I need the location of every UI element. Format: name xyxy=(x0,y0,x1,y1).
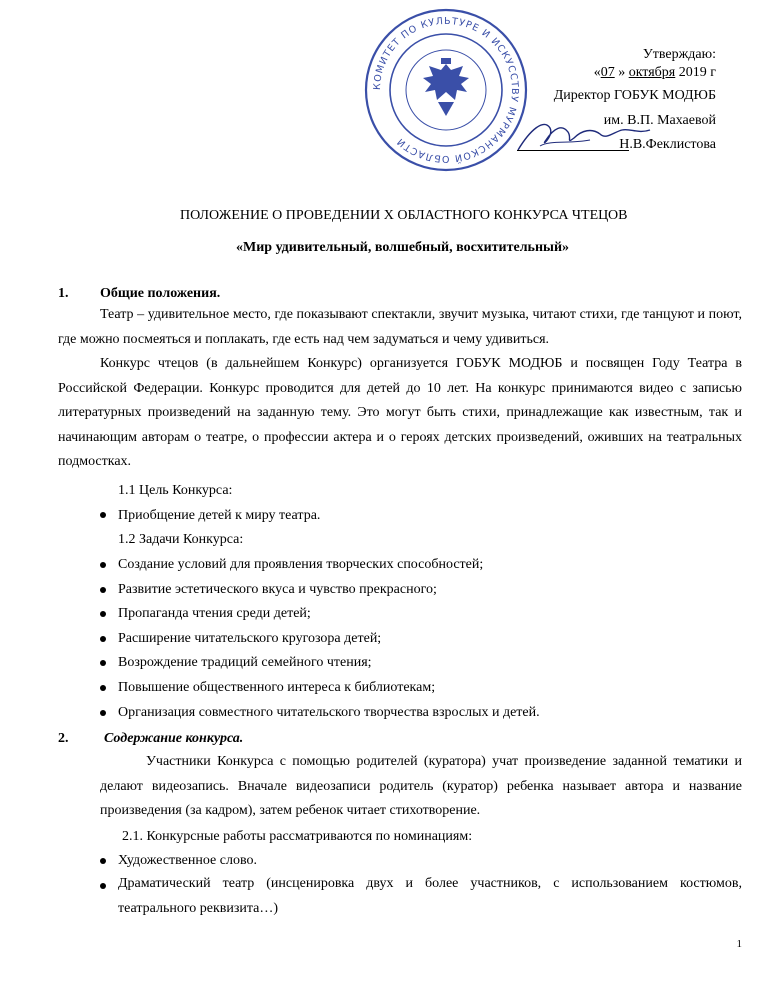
bullet-icon xyxy=(100,685,106,691)
task-item: Организация совместного читательского творчества взрослых и детей. xyxy=(118,705,540,720)
section1-number: 1. xyxy=(58,286,69,301)
contest-name: «Мир удивительный, волшебный, восхитительный» xyxy=(236,240,570,255)
bullet-icon xyxy=(100,660,106,666)
nomination-item: Художественное слово. xyxy=(118,853,257,868)
signature-line xyxy=(517,150,629,151)
approval-label: Утверждаю: xyxy=(642,47,716,62)
bullet-icon xyxy=(100,636,106,642)
nomination-item: Драматический театр (инсценировка двух и более участников, с использованием костюмов, театрального реквизита…) xyxy=(118,876,742,916)
director-institution: им. В.П. Махаевой xyxy=(603,113,716,128)
date-year: 2019 г xyxy=(678,65,716,80)
bullet-icon xyxy=(100,710,106,716)
bullet-icon xyxy=(100,858,106,864)
bullet-icon xyxy=(100,587,106,593)
bullet-icon xyxy=(100,512,106,518)
section1-paragraph-2: Конкурс чтецов (в дальнейшем Конкурс) организуется ГОБУК МОДЮБ и посвящен Году Театра в Российской Федерации. Конкурс проводится для детей до 10 лет. На конкурс принимаются видео с записью литературных произведений на заданную тему. Это могут быть стихи, принадлежащие как известным, так и начинающим авторам о театре, о профессии актера и о героях детских произведений, оживших на театральных подмостках. xyxy=(58,356,742,469)
official-seal xyxy=(362,6,530,174)
bullet-icon xyxy=(100,611,106,617)
section1-heading: Общие положения. xyxy=(100,286,221,301)
section2-heading: Содержание конкурса. xyxy=(104,731,244,746)
task-item: Повышение общественного интереса к библиотекам; xyxy=(118,680,436,695)
date-day: 07 xyxy=(600,65,615,80)
approval-date: «07 » октября 2019 г xyxy=(593,65,716,80)
goal-item: Приобщение детей к миру театра. xyxy=(118,508,321,523)
task-item: Расширение читательского кругозора детей; xyxy=(118,631,382,646)
svg-text:КОМИТЕТ ПО КУЛЬТУРЕ И ИСКУССТВ: КОМИТЕТ ПО КУЛЬТУРЕ И ИСКУССТВУ МУРМАНСКОЙ ОБЛАСТИ xyxy=(371,15,521,165)
page-number: 1 xyxy=(736,938,742,950)
task-item: Развитие эстетического вкуса и чувство прекрасного; xyxy=(118,582,437,597)
bullet-icon xyxy=(100,562,106,568)
bullet-icon xyxy=(100,883,106,889)
document-title: ПОЛОЖЕНИЕ О ПРОВЕДЕНИИ X ОБЛАСТНОГО КОНКУРСА ЧТЕЦОВ xyxy=(180,208,628,223)
task-item: Возрождение традиций семейного чтения; xyxy=(118,655,372,670)
signer-name: Н.В.Феклистова xyxy=(619,137,716,152)
director-title: Директор ГОБУК МОДЮБ xyxy=(553,88,716,103)
section2-paragraph-1: Участники Конкурса с помощью родителей (куратора) учат произведение заданной тематики и делают видеозапись. Вначале видеозаписи родитель (куратор) ребенка называет автора и название произведения (за кадром), затем ребенок читает стихотворение. xyxy=(100,754,742,818)
section2-number: 2. xyxy=(58,731,69,746)
task-item: Пропаганда чтения среди детей; xyxy=(118,606,311,621)
goal-heading: 1.1 Цель Конкурса: xyxy=(118,483,233,498)
tasks-heading: 1.2 Задачи Конкурса: xyxy=(118,532,244,547)
section1-paragraph-1: Театр – удивительное место, где показывают спектакли, звучит музыка, читают стихи, где танцуют и поют, где можно посмеяться и поплакать, где есть над чем задуматься и чему удивиться. xyxy=(58,307,742,347)
nominations-heading: 2.1. Конкурсные работы рассматриваются по номинациям: xyxy=(122,829,473,844)
date-month: октября xyxy=(628,65,676,80)
task-item: Создание условий для проявления творческих способностей; xyxy=(118,557,484,572)
